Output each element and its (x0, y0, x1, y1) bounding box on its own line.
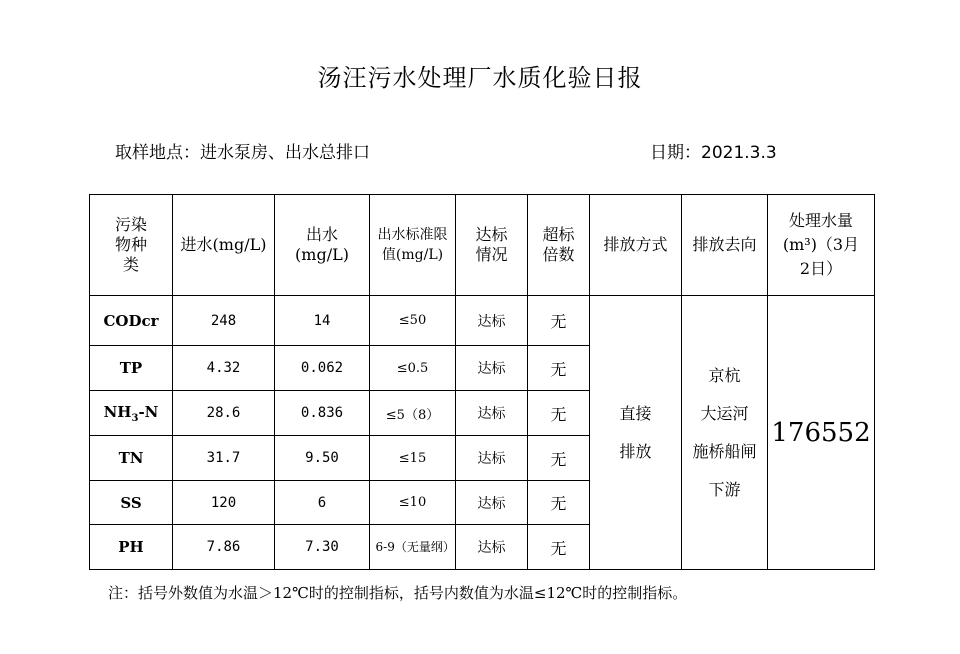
header-effluent: 出水(mg/L) (275, 195, 370, 296)
effluent-value: 14 (275, 296, 370, 346)
compliance-status: 达标 (456, 525, 528, 570)
influent-value: 248 (173, 296, 275, 346)
header-volume: 处理水量(m³)（3月2日） (768, 195, 875, 296)
limit-value: ≤15 (370, 436, 456, 481)
exceed-value: 无 (528, 525, 590, 570)
discharge-method-line: 直接 (619, 403, 652, 423)
header-pollutant: 污染物种类 (90, 195, 173, 296)
header-discharge-dest: 排放去向 (682, 195, 768, 296)
header-exceed: 超标倍数 (528, 195, 590, 296)
compliance-status: 达标 (456, 391, 528, 436)
compliance-status: 达标 (456, 436, 528, 481)
discharge-method-line: 排放 (619, 441, 652, 461)
header-influent: 进水(mg/L) (173, 195, 275, 296)
discharge-dest-line: 大运河 (700, 403, 749, 423)
effluent-value: 6 (275, 481, 370, 525)
limit-value: ≤10 (370, 481, 456, 525)
limit-value: ≤0.5 (370, 346, 456, 391)
header-compliance: 达标情况 (456, 195, 528, 296)
pollutant-name: CODcr (90, 296, 173, 346)
effluent-value: 7.30 (275, 525, 370, 570)
report-date: 日期：2021.3.3 (650, 143, 777, 163)
header-row (90, 195, 875, 296)
water-quality-table (89, 194, 875, 570)
discharge-method-cell (590, 296, 682, 570)
pollutant-name: TP (90, 346, 173, 391)
pollutant-name: SS (90, 481, 173, 525)
footnote: 注：括号外数值为水温＞12℃时的控制指标，括号内数值为水温≤12℃时的控制指标。 (108, 584, 688, 602)
effluent-value: 0.062 (275, 346, 370, 391)
influent-value: 28.6 (173, 391, 275, 436)
influent-value: 120 (173, 481, 275, 525)
discharge-dest-line: 施桥船闸 (692, 441, 757, 461)
exceed-value: 无 (528, 481, 590, 525)
discharge-dest-line: 京杭 (708, 365, 741, 385)
influent-value: 4.32 (173, 346, 275, 391)
discharge-dest-cell (682, 296, 768, 570)
limit-value: 6-9（无量纲） (370, 525, 456, 570)
limit-value: ≤50 (370, 296, 456, 346)
header-limit: 出水标准限值(mg/L) (370, 195, 456, 296)
exceed-value: 无 (528, 391, 590, 436)
pollutant-name: PH (90, 525, 173, 570)
pollutant-name: TN (90, 436, 173, 481)
effluent-value: 9.50 (275, 436, 370, 481)
effluent-value: 0.836 (275, 391, 370, 436)
exceed-value: 无 (528, 346, 590, 391)
limit-value: ≤5（8） (370, 391, 456, 436)
discharge-dest-line: 下游 (708, 479, 741, 499)
compliance-status: 达标 (456, 481, 528, 525)
influent-value: 7.86 (173, 525, 275, 570)
volume-value: 176552 (768, 296, 875, 570)
compliance-status: 达标 (456, 296, 528, 346)
sampling-location: 取样地点：进水泵房、出水总排口 (115, 143, 370, 163)
compliance-status: 达标 (456, 346, 528, 391)
header-discharge-method: 排放方式 (590, 195, 682, 296)
exceed-value: 无 (528, 296, 590, 346)
influent-value: 31.7 (173, 436, 275, 481)
table-row (90, 296, 875, 346)
pollutant-name: $NH_3-N$ (90, 391, 173, 436)
report-title: 汤汪污水处理厂水质化验日报 (317, 64, 643, 92)
exceed-value: 无 (528, 436, 590, 481)
